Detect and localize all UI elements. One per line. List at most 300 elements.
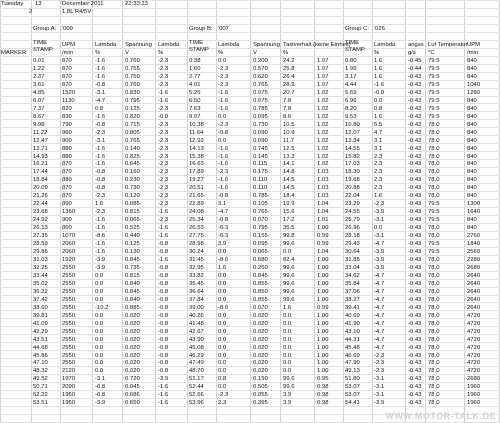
table-cell[interactable]: 8.20 [345, 106, 357, 112]
table-cell[interactable]: 35.84 [345, 281, 360, 287]
table-cell[interactable]: 4720 [467, 345, 481, 351]
table-cell[interactable]: -0.43 [408, 193, 422, 199]
table-cell[interactable]: 78.0 [428, 368, 440, 374]
table-cell[interactable]: 0.020 [125, 313, 140, 319]
table-cell[interactable]: 0.070 [253, 305, 268, 311]
table-cell[interactable]: 13.71 [33, 146, 48, 152]
table-cell[interactable]: 2550 [62, 281, 76, 287]
table-cell[interactable]: -0.44 [408, 66, 422, 72]
table-cell[interactable]: 0.0 [218, 249, 227, 255]
table-cell[interactable]: -0.43 [408, 106, 422, 112]
table-cell[interactable]: 1.00 [317, 289, 329, 295]
table-cell[interactable]: 0.795 [253, 225, 268, 231]
unit-header[interactable]: V [253, 50, 257, 56]
table-cell[interactable]: 4720 [467, 368, 481, 374]
table-cell[interactable]: 0.8 [95, 106, 104, 112]
table-cell[interactable]: -3.9 [374, 400, 385, 406]
table-cell[interactable]: 0.020 [253, 368, 268, 374]
table-cell[interactable]: 840 [467, 130, 477, 136]
column-header[interactable]: UPM [467, 42, 481, 48]
table-cell[interactable]: -0.43 [408, 281, 422, 287]
table-cell[interactable]: 0.0 [283, 360, 292, 366]
table-cell[interactable]: 0.0 [374, 98, 383, 104]
table-cell[interactable]: 99.6 [283, 384, 295, 390]
table-cell[interactable]: -0.43 [408, 360, 422, 366]
table-cell[interactable]: 39.81 [33, 313, 48, 319]
unit-header[interactable]: % [374, 50, 380, 56]
table-cell[interactable]: 2640 [467, 281, 481, 287]
table-cell[interactable]: 1.03 [317, 169, 329, 175]
table-cell[interactable]: 35.45 [189, 281, 204, 287]
table-cell[interactable]: 1840 [467, 241, 481, 247]
table-cell[interactable]: 14.5 [283, 185, 295, 191]
table-cell[interactable]: -0.8 [95, 177, 106, 183]
table-cell[interactable]: 0.085 [125, 201, 140, 207]
table-cell[interactable]: 33.82 [189, 273, 204, 279]
table-cell[interactable]: -2.3 [158, 146, 169, 152]
table-cell[interactable]: -3.9 [374, 265, 385, 271]
column-header[interactable]: Lambda [374, 42, 396, 48]
table-cell[interactable]: 0.840 [125, 281, 140, 287]
table-cell[interactable]: 0.855 [253, 297, 268, 303]
table-cell[interactable]: 4720 [467, 321, 481, 327]
table-cell[interactable]: 0.95 [317, 376, 329, 382]
table-cell[interactable]: 12.47 [33, 138, 48, 144]
table-cell[interactable]: 31.03 [33, 257, 48, 263]
table-cell[interactable]: 1070 [62, 233, 76, 239]
table-cell[interactable]: 0.805 [125, 130, 140, 136]
table-cell[interactable]: 0.110 [253, 177, 268, 183]
table-cell[interactable]: 3.9 [218, 241, 227, 247]
table-cell[interactable]: 840 [467, 154, 477, 160]
table-cell[interactable]: 54.41 [345, 400, 360, 406]
table-cell[interactable]: 0.765 [253, 209, 268, 215]
table-cell[interactable]: -1.6 [95, 225, 106, 231]
table-cell[interactable]: 0.020 [253, 329, 268, 335]
table-cell[interactable]: 44.68 [33, 345, 48, 351]
table-cell[interactable]: 1.00 [317, 281, 329, 287]
table-cell[interactable]: 0.110 [253, 185, 268, 191]
table-cell[interactable]: 0.01 [33, 58, 45, 64]
table-cell[interactable]: 99.6 [283, 376, 295, 382]
table-cell[interactable]: 7.63 [189, 106, 201, 112]
table-cell[interactable]: 4.44 [345, 82, 357, 88]
table-cell[interactable]: 39.00 [189, 305, 204, 311]
table-cell[interactable]: -4.7 [374, 297, 385, 303]
table-cell[interactable]: 9.07 [189, 114, 201, 120]
table-cell[interactable]: -0.43 [408, 241, 422, 247]
table-cell[interactable]: 79.5 [428, 209, 440, 215]
table-cell[interactable]: 8.67 [33, 114, 45, 120]
table-cell[interactable]: 26.13 [33, 225, 48, 231]
table-cell[interactable]: -4.7 [374, 329, 385, 335]
table-cell[interactable]: -2.3 [158, 82, 169, 88]
table-cell[interactable]: 1.02 [317, 114, 329, 120]
table-cell[interactable]: 0.0 [283, 353, 292, 359]
table-cell[interactable]: 27.35 [33, 233, 48, 239]
table-cell[interactable]: 0.98 [317, 400, 329, 406]
table-cell[interactable]: 0.105 [253, 201, 268, 207]
table-cell[interactable]: -4.7 [374, 273, 385, 279]
table-cell[interactable]: -4.7 [374, 337, 385, 343]
table-cell[interactable]: 870 [62, 161, 72, 167]
table-cell[interactable]: 6.07 [33, 98, 45, 104]
table-cell[interactable]: -0.43 [408, 265, 422, 271]
table-cell[interactable]: -0.43 [408, 337, 422, 343]
table-cell[interactable]: 1.00 [317, 321, 329, 327]
table-cell[interactable]: 7.8 [283, 98, 292, 104]
table-cell[interactable]: 25.8 [283, 66, 295, 72]
table-cell[interactable]: 0.0 [283, 321, 292, 327]
table-cell[interactable]: 24.08 [189, 209, 204, 215]
column-header[interactable]: UPM [62, 42, 76, 48]
table-cell[interactable]: 19.68 [345, 177, 360, 183]
table-cell[interactable]: 840 [467, 225, 477, 231]
table-cell[interactable]: 860 [62, 225, 72, 231]
table-cell[interactable]: 79.5 [428, 82, 440, 88]
table-cell[interactable]: 78.0 [428, 193, 440, 199]
table-cell[interactable]: -1.6 [158, 225, 169, 231]
table-cell[interactable]: 24.55 [345, 209, 360, 215]
table-cell[interactable]: 0.0 [218, 360, 227, 366]
table-cell[interactable]: 0.020 [125, 337, 140, 343]
header-day[interactable]: Tuesday [1, 1, 24, 7]
table-cell[interactable]: 35.02 [33, 281, 48, 287]
table-cell[interactable]: 78.0 [428, 185, 440, 191]
table-cell[interactable]: -0.43 [408, 122, 422, 128]
table-cell[interactable]: -0.43 [408, 249, 422, 255]
table-cell[interactable]: 0.090 [253, 138, 268, 144]
table-cell[interactable]: 0.0 [95, 297, 104, 303]
table-cell[interactable]: -2.3 [218, 74, 229, 80]
table-cell[interactable]: 0.0 [218, 138, 227, 144]
table-cell[interactable]: 78.0 [428, 161, 440, 167]
table-cell[interactable]: 2.3 [374, 154, 383, 160]
table-cell[interactable]: 79.5 [428, 106, 440, 112]
table-cell[interactable]: 2060 [62, 241, 76, 247]
table-cell[interactable]: 0.250 [253, 265, 268, 271]
table-cell[interactable]: 1280 [467, 90, 481, 96]
table-cell[interactable]: 78.0 [428, 305, 440, 311]
table-cell[interactable]: 870 [62, 74, 72, 80]
table-cell[interactable]: 1.02 [317, 161, 329, 167]
table-cell[interactable]: 0.825 [125, 154, 140, 160]
table-cell[interactable]: 840 [467, 177, 477, 183]
table-cell[interactable]: -2.3 [374, 201, 385, 207]
unit-header[interactable]: % [95, 50, 101, 56]
table-cell[interactable]: 78.0 [428, 353, 440, 359]
table-cell[interactable]: 13.3 [283, 154, 295, 160]
table-cell[interactable]: 0.0 [218, 353, 227, 359]
table-cell[interactable]: 1.00 [317, 265, 329, 271]
table-cell[interactable]: 45.86 [33, 353, 48, 359]
table-cell[interactable]: -2.3 [218, 392, 229, 398]
table-cell[interactable]: -10.2 [95, 305, 109, 311]
table-cell[interactable]: 1.07 [317, 58, 329, 64]
table-cell[interactable]: 0.38 [189, 58, 201, 64]
table-cell[interactable]: -4.7 [218, 209, 229, 215]
table-cell[interactable]: -2.3 [95, 130, 106, 136]
table-cell[interactable]: -2.3 [158, 106, 169, 112]
table-cell[interactable]: 1.02 [317, 130, 329, 136]
unit-header[interactable]: g/s [408, 50, 416, 56]
table-cell[interactable]: 1960 [467, 392, 481, 398]
table-cell[interactable]: 4720 [467, 329, 481, 335]
table-cell[interactable]: 0.0 [95, 353, 104, 359]
table-cell[interactable]: 26.4 [283, 74, 295, 80]
table-cell[interactable]: 0.020 [125, 353, 140, 359]
table-cell[interactable]: 2550 [62, 329, 76, 335]
table-cell[interactable]: -2.3 [374, 360, 385, 366]
table-cell[interactable]: 0.020 [125, 329, 140, 335]
table-cell[interactable]: 18.4 [283, 193, 295, 199]
table-cell[interactable]: 41.48 [189, 321, 204, 327]
table-cell[interactable]: 24.92 [33, 217, 48, 223]
table-cell[interactable]: -0.43 [408, 177, 422, 183]
table-cell[interactable]: 27.75 [189, 233, 204, 239]
table-cell[interactable]: 3.1 [374, 138, 383, 144]
table-cell[interactable]: 0.0 [95, 313, 104, 319]
table-cell[interactable]: 0.0 [95, 321, 104, 327]
table-cell[interactable]: -8.6 [218, 305, 229, 311]
table-cell[interactable]: -3.1 [374, 376, 385, 382]
table-cell[interactable]: 1.02 [317, 106, 329, 112]
unit-header[interactable]: % [158, 50, 164, 56]
table-cell[interactable]: 4720 [467, 353, 481, 359]
table-cell[interactable]: 840 [467, 74, 477, 80]
table-cell[interactable]: 0.850 [253, 289, 268, 295]
table-cell[interactable]: 0.020 [125, 368, 140, 374]
table-cell[interactable]: -1.6 [374, 82, 385, 88]
table-cell[interactable]: -1.6 [95, 114, 106, 120]
table-cell[interactable]: 2550 [62, 305, 76, 311]
table-cell[interactable]: -1.6 [158, 400, 169, 406]
table-cell[interactable]: 890 [62, 201, 72, 207]
table-cell[interactable]: 0.125 [125, 241, 140, 247]
table-cell[interactable]: -1.6 [218, 90, 229, 96]
table-cell[interactable]: 2120 [62, 368, 76, 374]
table-cell[interactable]: 3.1 [374, 146, 383, 152]
table-cell[interactable]: -0.43 [408, 329, 422, 335]
table-cell[interactable]: 1960 [467, 384, 481, 390]
group-c-label[interactable]: Group C: [345, 26, 369, 32]
table-cell[interactable]: 2640 [467, 289, 481, 295]
table-cell[interactable]: 0.98 [317, 384, 329, 390]
table-cell[interactable]: 41.09 [33, 321, 48, 327]
table-cell[interactable]: -0.43 [408, 384, 422, 390]
table-cell[interactable]: 78.0 [428, 257, 440, 263]
table-cell[interactable]: -0.8 [158, 353, 169, 359]
table-cell[interactable]: 0.120 [125, 193, 140, 199]
table-cell[interactable]: 3.17 [345, 74, 357, 80]
table-cell[interactable]: 14.93 [33, 154, 48, 160]
table-cell[interactable]: 1.6 [374, 66, 383, 72]
table-cell[interactable]: 880 [62, 177, 72, 183]
table-cell[interactable]: 1960 [467, 400, 481, 406]
table-cell[interactable]: 840 [467, 58, 477, 64]
unit-header[interactable]: % [218, 50, 224, 56]
table-cell[interactable]: 99.6 [283, 265, 295, 271]
table-cell[interactable]: 53.96 [189, 400, 204, 406]
table-cell[interactable]: -1.6 [158, 384, 169, 390]
table-cell[interactable]: 0.175 [253, 169, 268, 175]
table-cell[interactable]: 0.830 [125, 90, 140, 96]
table-cell[interactable]: 0.0 [218, 337, 227, 343]
table-cell[interactable]: 1.07 [317, 66, 329, 72]
table-cell[interactable]: 0.130 [125, 249, 140, 255]
table-cell[interactable]: 1130 [62, 98, 75, 104]
table-cell[interactable]: 0.755 [125, 66, 140, 72]
table-cell[interactable]: -2.3 [158, 66, 169, 72]
table-cell[interactable]: -3.9 [95, 400, 106, 406]
table-cell[interactable]: 840 [467, 98, 477, 104]
table-cell[interactable]: 11.7 [283, 138, 295, 144]
table-cell[interactable]: 37.84 [189, 297, 204, 303]
table-cell[interactable]: -2.3 [374, 353, 385, 359]
table-cell[interactable]: 0.155 [253, 233, 268, 239]
table-cell[interactable]: 50.71 [33, 384, 48, 390]
table-cell[interactable]: -0.43 [408, 225, 422, 231]
table-cell[interactable]: 870 [62, 58, 72, 64]
table-cell[interactable]: 3.1 [218, 201, 227, 207]
group-b-label[interactable]: Group B: [189, 26, 213, 32]
table-cell[interactable]: -1.6 [218, 161, 229, 167]
table-cell[interactable]: 0.020 [253, 353, 268, 359]
table-cell[interactable]: 78.0 [428, 130, 440, 136]
table-cell[interactable]: 870 [62, 66, 72, 72]
table-cell[interactable]: -0.43 [408, 154, 422, 160]
table-cell[interactable]: 17.2 [283, 217, 295, 223]
header-day-number[interactable]: 13 [35, 1, 42, 7]
table-cell[interactable]: 0.815 [125, 209, 140, 215]
table-cell[interactable]: -4.7 [95, 98, 106, 104]
group-a-code[interactable]: '009 [62, 26, 73, 32]
table-cell[interactable]: -1.6 [95, 58, 106, 64]
table-cell[interactable]: 30.64 [345, 249, 360, 255]
table-cell[interactable]: 78.0 [428, 376, 440, 382]
table-cell[interactable]: 0.99 [317, 305, 329, 311]
table-cell[interactable]: 78.0 [428, 289, 440, 295]
table-cell[interactable]: 11.22 [33, 130, 48, 136]
table-cell[interactable]: 0.230 [125, 177, 140, 183]
table-cell[interactable]: 0.0 [218, 329, 227, 335]
table-cell[interactable]: -0.43 [408, 82, 422, 88]
table-cell[interactable]: -2.3 [158, 130, 169, 136]
unit-header[interactable]: V [125, 50, 129, 56]
table-cell[interactable]: 42.29 [33, 329, 48, 335]
table-cell[interactable]: 1.6 [283, 305, 292, 311]
table-cell[interactable]: 78.0 [428, 122, 440, 128]
table-cell[interactable]: 820 [62, 106, 72, 112]
table-cell[interactable]: -2.3 [158, 177, 169, 183]
table-cell[interactable]: -1.6 [95, 161, 106, 167]
table-cell[interactable]: 49.13 [345, 368, 360, 374]
table-cell[interactable]: 47.49 [189, 360, 204, 366]
table-cell[interactable]: 0.160 [125, 169, 140, 175]
table-cell[interactable]: -3.1 [95, 376, 106, 382]
table-cell[interactable]: 0.140 [125, 146, 140, 152]
table-cell[interactable]: -1.6 [95, 249, 106, 255]
table-cell[interactable]: 1640 [467, 209, 481, 215]
table-cell[interactable]: 23.29 [345, 201, 360, 207]
table-cell[interactable]: 840 [467, 138, 477, 144]
table-cell[interactable]: -1.6 [158, 233, 169, 239]
table-cell[interactable]: 3.9 [283, 392, 292, 398]
table-cell[interactable]: -1.6 [95, 66, 106, 72]
table-cell[interactable]: 0.0 [283, 313, 292, 319]
table-cell[interactable]: 0.090 [253, 130, 268, 136]
table-cell[interactable]: -2.3 [95, 193, 106, 199]
table-cell[interactable]: 0.720 [125, 376, 140, 382]
table-cell[interactable]: 20.7 [283, 90, 295, 96]
table-cell[interactable]: 840 [467, 146, 477, 152]
table-cell[interactable]: 12.07 [345, 130, 360, 136]
table-cell[interactable]: -2.3 [158, 138, 169, 144]
table-cell[interactable]: 1.60 [189, 66, 201, 72]
table-cell[interactable]: 40.69 [345, 313, 360, 319]
table-cell[interactable]: 28.18 [345, 233, 360, 239]
unit-header[interactable]: °C [428, 50, 435, 56]
table-cell[interactable]: 1960 [62, 400, 76, 406]
table-cell[interactable]: 17.03 [345, 161, 360, 167]
table-cell[interactable]: -1.6 [158, 257, 169, 263]
table-cell[interactable]: 78.0 [428, 297, 440, 303]
table-cell[interactable]: -4.7 [374, 281, 385, 287]
table-cell[interactable]: 29.86 [33, 249, 48, 255]
table-cell[interactable]: 78.0 [428, 345, 440, 351]
table-cell[interactable]: 0.020 [125, 321, 140, 327]
table-cell[interactable]: 900 [62, 138, 72, 144]
table-cell[interactable]: 1.02 [317, 122, 329, 128]
table-cell[interactable]: -1.6 [95, 74, 106, 80]
table-cell[interactable]: 1.04 [317, 249, 329, 255]
table-cell[interactable]: 0.0 [95, 289, 104, 295]
table-cell[interactable]: -0.43 [408, 185, 422, 191]
table-cell[interactable]: -0.43 [408, 392, 422, 398]
table-cell[interactable]: 0.735 [125, 265, 140, 271]
table-cell[interactable]: 1.22 [33, 66, 45, 72]
table-cell[interactable]: -1.6 [158, 90, 169, 96]
table-cell[interactable]: 10.80 [345, 122, 360, 128]
table-cell[interactable]: -0.8 [95, 185, 106, 191]
table-cell[interactable]: -0.43 [408, 297, 422, 303]
table-cell[interactable]: -0.8 [95, 122, 106, 128]
table-cell[interactable]: 0.0 [95, 368, 104, 374]
table-cell[interactable]: 0.065 [125, 217, 140, 223]
table-cell[interactable]: 1.01 [317, 217, 329, 223]
table-cell[interactable]: -2.3 [158, 217, 169, 223]
table-cell[interactable]: 0.620 [253, 74, 268, 80]
table-cell[interactable]: -0.43 [408, 201, 422, 207]
table-cell[interactable]: 16.21 [33, 161, 48, 167]
table-cell[interactable]: 2.3 [218, 400, 227, 406]
table-cell[interactable]: -8.6 [95, 233, 106, 239]
table-cell[interactable]: -2.3 [158, 122, 169, 128]
table-cell[interactable]: 17.44 [33, 169, 48, 175]
table-cell[interactable]: 79.5 [428, 74, 440, 80]
table-cell[interactable]: 52.44 [189, 384, 204, 390]
table-cell[interactable]: 19.27 [189, 177, 204, 183]
table-cell[interactable]: 99.6 [283, 241, 295, 247]
table-cell[interactable]: 0.0 [95, 360, 104, 366]
table-cell[interactable]: -0.8 [218, 217, 229, 223]
table-cell[interactable]: 0.785 [253, 193, 268, 199]
table-cell[interactable]: 0.020 [253, 313, 268, 319]
table-cell[interactable]: 1.04 [317, 201, 329, 207]
table-cell[interactable]: -0.8 [158, 249, 169, 255]
table-cell[interactable]: 2640 [467, 297, 481, 303]
table-cell[interactable]: 16.63 [189, 161, 204, 167]
